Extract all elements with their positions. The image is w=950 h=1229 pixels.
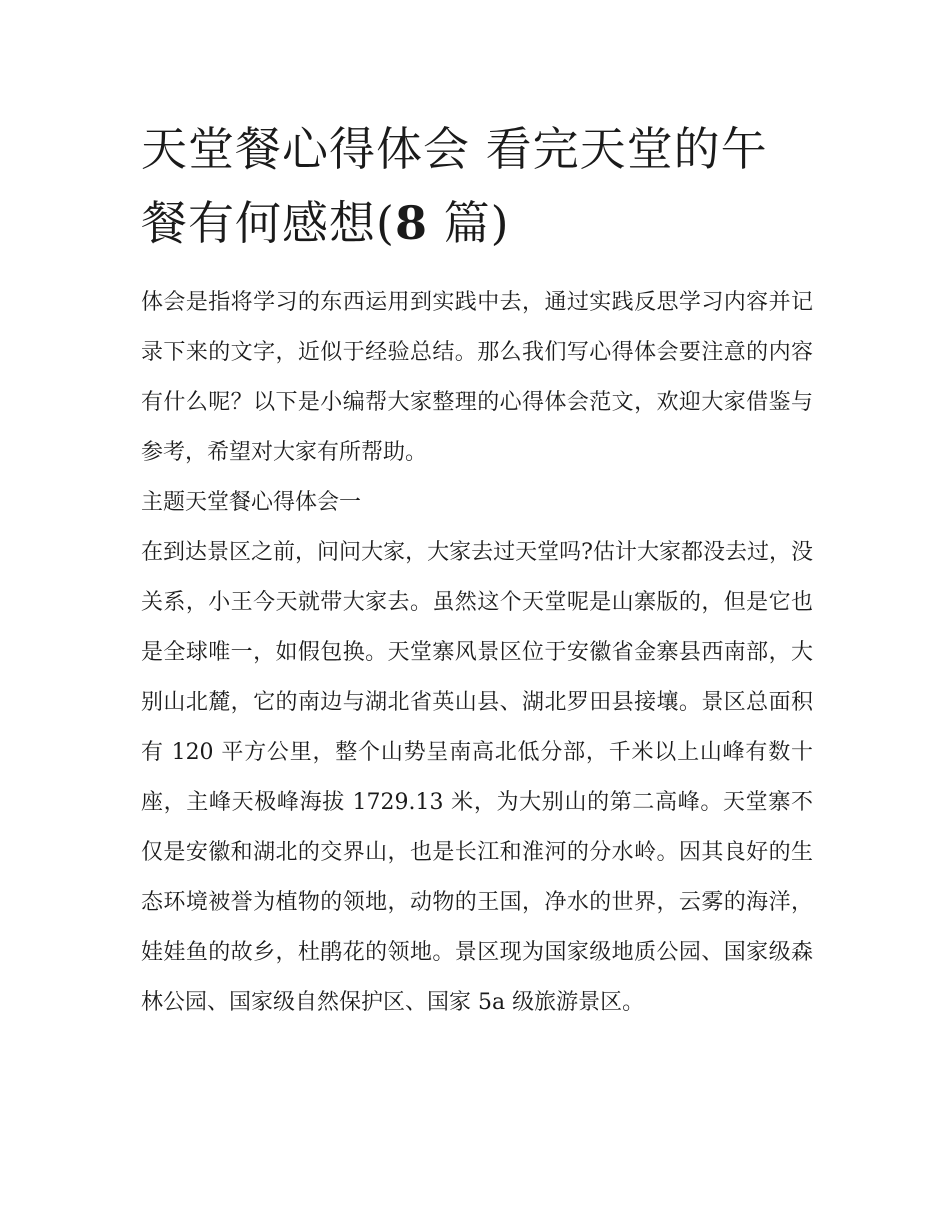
- body-paragraph: 在到达景区之前，问问大家，大家去过天堂吗?估计大家都没去过，没关系，小王今天就带大家去。虽然这个天堂呢是山寨版的，但是它也是全球唯一，如假包换。天堂寨风景区位于安徽省金寨县西南部，大别山北麓，它的南边与湖北省英山县、湖北罗田县接壤。景区总面积有 120 平方公里，整个山势呈南高北低分部，千米以上山峰有数十座，主峰天极峰海拔 1729.13 米，为大别山的第二高峰。天堂寨不仅是安徽和湖北的交界山，也是长江和淮河的分水岭。因其良好的生态环境被誉为植物的领地，动物的王国，净水的世界，云雾的海洋，娃娃鱼的故乡，杜鹃花的领地。景区现为国家级地质公园、国家级森林公园、国家级自然保护区、国家 5a 级旅游景区。: [141, 540, 813, 1015]
- title-number: 8: [394, 196, 428, 250]
- document-title: [141, 112, 813, 260]
- document-content: [141, 112, 813, 1028]
- title-text-part2: 篇): [427, 196, 510, 250]
- section-heading: 主题天堂餐心得体会一: [141, 490, 362, 515]
- intro-paragraph: 体会是指将学习的东西运用到实践中去，通过实践反思学习内容并记录下来的文字，近似于经验总结。那么我们写心得体会要注意的内容有什么呢？以下是小编帮大家整理的心得体会范文，欢迎大家借鉴与参考，希望对大家有所帮助。: [141, 290, 813, 465]
- title-text-part1: 天堂餐心得体会 看完天堂的午餐有何感想(: [141, 122, 768, 250]
